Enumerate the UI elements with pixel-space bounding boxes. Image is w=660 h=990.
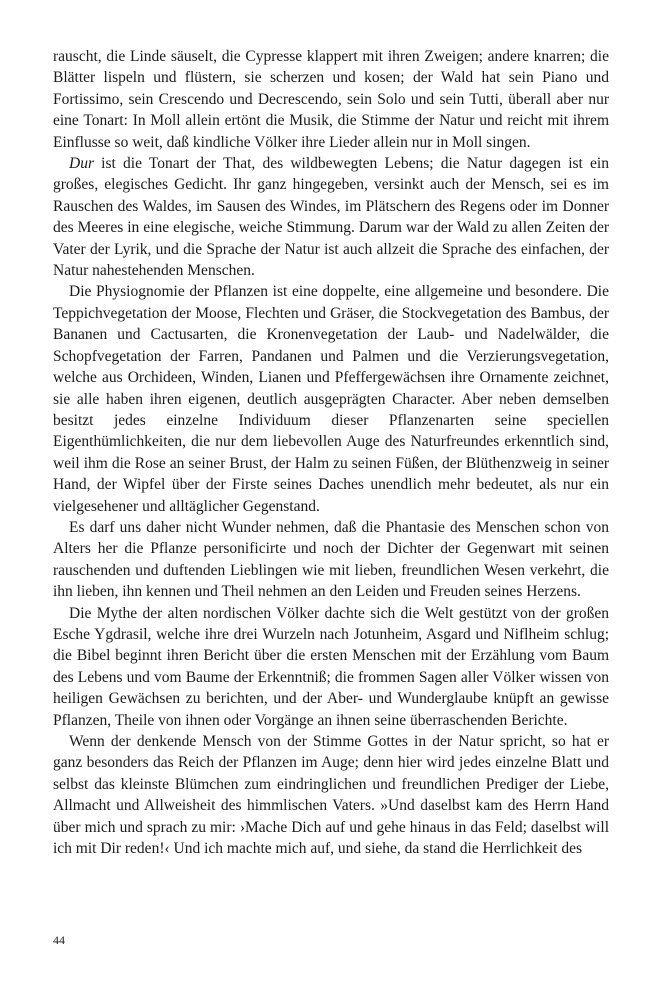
paragraph-1: [53, 46, 609, 153]
paragraph-text: Es darf uns daher nicht Wunder nehmen, daß die Phantasie des Menschen schon von Alters her die Pflanze personificirte und noch der Dichter der Gegenwart mit seinen rauschenden und duftenden Lieblingen wie mit lieben, freundlichen Wesen verkehrt, die ihn lieben, ihn kennen und Theil nehmen an den Leiden und Freuden seines Herzens.: [53, 518, 609, 601]
paragraph-5: [53, 603, 609, 731]
paragraph-2: [53, 153, 609, 281]
page-body: [53, 46, 609, 859]
paragraph-text: ist die Tonart der That, des wildbewegten Lebens; die Natur dagegen ist ein großes, elegisches Gedicht. Ihr ganz hingegeben, versinkt auch der Mensch, sei es im Rauschen des Waldes, im Sausen des Windes, im Plätschern des Regens oder im Donner des Meeres in eine elegische, weiche Stimmung. Darum war der Wald zu allen Zeiten der Vater der Lyrik, und die Sprache der Natur ist auch allzeit die Sprache des einfachen, der Natur nahestehenden Menschen.: [53, 155, 609, 280]
paragraph-6: [53, 731, 609, 859]
paragraph-text: Wenn der denkende Mensch von der Stimme Gottes in der Natur spricht, so hat er ganz besonders das Reich der Pflanzen im Auge; denn hier wird jedes einzelne Blatt und selbst das kleinste Blümchen zum eindringlichen und freundlichen Prediger der Liebe, Allmacht und Allweisheit des himmlischen Vaters. »Und daselbst kam des Herrn Hand über mich und sprach zu mir: ›Mache Dich auf und gehe hinaus in das Feld; daselbst will ich mit Dir reden!‹ Und ich machte mich auf, und siehe, da stand die Herrlichkeit des: [53, 733, 609, 858]
page-number: 44: [53, 933, 65, 947]
paragraph-3: [53, 281, 609, 516]
paragraph-text: Die Physiognomie der Pflanzen ist eine doppelte, eine allgemeine und besondere. Die Teppichvegetation der Moose, Flechten und Gräser, die Stockvegetation des Bambus, der Bananen und Cactusarten, die Kronenvegetation der Laub- und Nadelwälder, die Schopfvegetation der Farren, Pandanen und Palmen und die Verzierungsvegetation, welche aus Orchideen, Winden, Lianen und Pfeffergewächsen ihre Ornamente zeichnet, sie alle haben ihren eigenen, deutlich ausgeprägten Character. Aber neben demselben besitzt jedes einzelne Individuum dieser Pflanzenarten seine speciellen Eigenthümlichkeiten, die nur dem liebevollen Auge des Naturfreundes erkenntlich sind, weil ihm die Rose an seiner Brust, der Halm zu seinen Füßen, der Blüthenzweig in seiner Hand, der Wipfel über der Firste seines Daches unendlich mehr bedeutet, als nur ein vielgesehener und alltäglicher Gegenstand.: [53, 283, 609, 515]
paragraph-text: rauscht, die Linde säuselt, die Cypresse klappert mit ihren Zweigen; andere knarren; die Blätter lispeln und flüstern, sie scherzen und kosen; der Wald hat sein Piano und Fortissimo, sein Crescendo und Decrescendo, sein Solo und sein Tutti, überall aber nur eine Tonart: In Moll allein ertönt die Musik, die Stimme der Natur und reicht mit ihrem Einflusse so weit, daß kindliche Völker ihre Lieder allein nur in Moll singen.: [53, 48, 609, 151]
paragraph-text: Die Mythe der alten nordischen Völker dachte sich die Welt gestützt von der großen Esche Ygdrasil, welche ihre drei Wurzeln nach Jotunheim, Asgard und Niflheim schlug; die Bibel beginnt ihren Bericht über die ersten Menschen mit der Erzählung vom Baum des Lebens und vom Baume der Erkenntniß; die frommen Sagen aller Völker wissen von heiligen Gewächsen zu berichten, und der Aber- und Wunderglaube knüpft an gewisse Pflanzen, Theile von ihnen oder Vorgänge an ihnen seine überraschenden Berichte.: [53, 604, 609, 729]
italic-word: Dur: [69, 155, 94, 173]
paragraph-4: [53, 517, 609, 603]
